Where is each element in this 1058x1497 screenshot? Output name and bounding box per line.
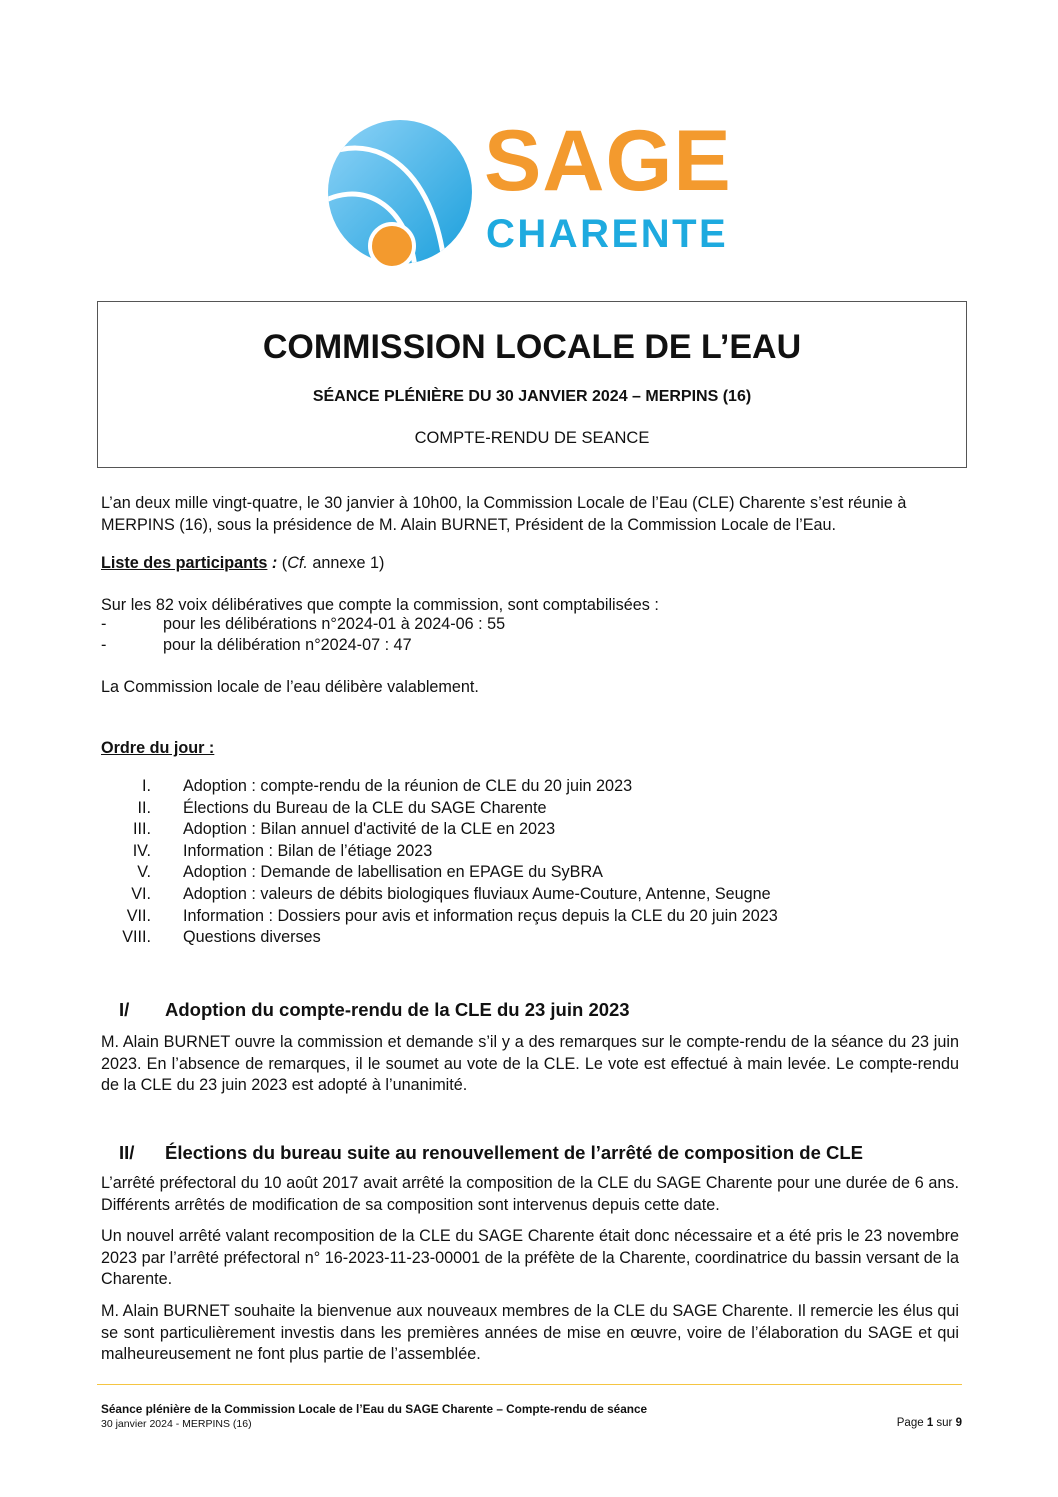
document-type: COMPTE-RENDU DE SEANCE (414, 429, 650, 447)
vote-item (101, 635, 412, 657)
annex-ref: annexe 1) (307, 554, 385, 572)
session-subtitle: SÉANCE PLÉNIÈRE DU 30 JANVIER 2024 – MERPINS (16) (312, 388, 752, 405)
section-heading-1 (119, 999, 630, 1021)
participants-line (101, 553, 959, 575)
vote-item (101, 614, 505, 636)
agenda-num: V. (137, 863, 151, 882)
page-number (897, 1417, 962, 1429)
cf-abbr: Cf. (287, 554, 308, 572)
section-title: Élections du bureau suite au renouvellement de l’arrêté de composition de CLE (165, 1142, 864, 1163)
footer-divider (97, 1384, 962, 1385)
section-number: I/ (119, 999, 130, 1020)
globe-logo-icon (326, 118, 476, 268)
agenda-text: Élections du Bureau de la CLE du SAGE Charente (183, 798, 547, 817)
paren-open: ( (277, 554, 288, 572)
vote-text: pour les délibérations n°2024-01 à 2024-06 : 55 (163, 615, 506, 633)
agenda-text: Adoption : Bilan annuel d'activité de la CLE en 2023 (183, 820, 556, 839)
agenda-text: Information : Dossiers pour avis et information reçus depuis la CLE du 20 juin 2023 (183, 906, 778, 925)
vote-text: pour la délibération n°2024-07 : 47 (163, 636, 412, 654)
participants-colon: : (267, 554, 278, 572)
document-title: COMMISSION LOCALE DE L’EAU (262, 328, 802, 366)
agenda-item (101, 884, 861, 906)
agenda-list (101, 776, 861, 949)
agenda-item (101, 906, 861, 928)
agenda-item (101, 798, 861, 820)
agenda-num: IV. (132, 841, 151, 860)
page-sep: sur (933, 1417, 956, 1429)
agenda-num: VIII. (122, 928, 151, 947)
agenda-text: Adoption : valeurs de débits biologiques fluviaux Aume-Couture, Antenne, Seugne (183, 884, 771, 903)
page-label: Page (896, 1417, 927, 1429)
section-title: Adoption du compte-rendu de la CLE du 23 juin 2023 (165, 999, 630, 1020)
agenda-text: Adoption : compte-rendu de la réunion de CLE du 20 juin 2023 (183, 777, 633, 795)
agenda-num: I. (142, 777, 151, 795)
section-heading-2 (119, 1142, 863, 1164)
section-2-paragraph: Un nouvel arrêté valant recomposition de la CLE du SAGE Charente était donc nécessaire et a été pris le 23 novembre 2023 par l’arrêté préfectoral n° 16-2023-11-23-00001 de la préfète de la Charente, coordinatrice du bassin versant de la Charente. (101, 1227, 959, 1288)
agenda-item (101, 819, 861, 841)
section-number: II/ (119, 1142, 135, 1163)
agenda-num: VI. (131, 884, 151, 903)
agenda-item (101, 927, 861, 949)
agenda-text: Questions diverses (183, 928, 321, 947)
agenda-item (101, 862, 861, 884)
logo-charente-text: CHARENTE (486, 212, 729, 256)
intro-paragraph: L’an deux mille vingt-quatre, le 30 janvier à 10h00, la Commission Locale de l’Eau (CLE) Charente s’est réunie à MERPINS (16), sous la présidence de M. Alain BURNET, Président de la Commission Locale de l’Eau. (101, 494, 907, 534)
agenda-num: VII. (126, 906, 151, 925)
quorum-statement: La Commission locale de l’eau délibère valablement. (101, 678, 479, 696)
votes-intro: Sur les 82 voix délibératives que compte la commission, sont comptabilisées : (101, 596, 659, 614)
footer-date: 30 janvier 2024 - MERPINS (16) (101, 1418, 252, 1430)
dash-bullet: - (101, 615, 107, 633)
sage-charente-logo (326, 113, 736, 266)
logo-sage-text: SAGE (484, 113, 732, 209)
title-box (97, 301, 967, 468)
agenda-text: Information : Bilan de l’étiage 2023 (183, 841, 433, 860)
footer-title: Séance plénière de la Commission Locale de l’Eau du SAGE Charente – Compte-rendu de séance (101, 1402, 648, 1416)
agenda-item (101, 841, 861, 863)
page-current: 1 (926, 1417, 934, 1429)
page-total: 9 (955, 1417, 962, 1429)
section-2-paragraph: M. Alain BURNET souhaite la bienvenue aux nouveaux membres de la CLE du SAGE Charente. Il remercie les élus qui se sont particulièrement investis dans les premières années de mise en œuvre, voire de l’élaboration du SAGE et qui malheureusement ne font plus partie de l’assemblée. (101, 1302, 959, 1363)
agenda-heading-text: Ordre du jour : (101, 739, 215, 757)
participants-label: Liste des participants (101, 554, 268, 572)
section-1-paragraph: M. Alain BURNET ouvre la commission et demande s’il y a des remarques sur le compte-rendu de la séance du 23 juin 2023. En l’absence de remarques, il le soumet au vote de la CLE. Le vote est effectué à main levée. Le compte-rendu de la CLE du 23 juin 2023 est adopté à l’unanimité. (101, 1033, 959, 1094)
agenda-heading (101, 738, 959, 760)
agenda-num: III. (133, 820, 151, 839)
section-2-paragraph: L’arrêté préfectoral du 10 août 2017 avait arrêté la composition de la CLE du SAGE Charente pour une durée de 6 ans. Différents arrêtés de modification de sa composition sont intervenus depuis cette date. (101, 1174, 959, 1214)
dash-bullet: - (101, 636, 107, 654)
agenda-item (101, 776, 861, 798)
agenda-num: II. (137, 798, 151, 817)
agenda-text: Adoption : Demande de labellisation en EPAGE du SyBRA (183, 863, 603, 882)
